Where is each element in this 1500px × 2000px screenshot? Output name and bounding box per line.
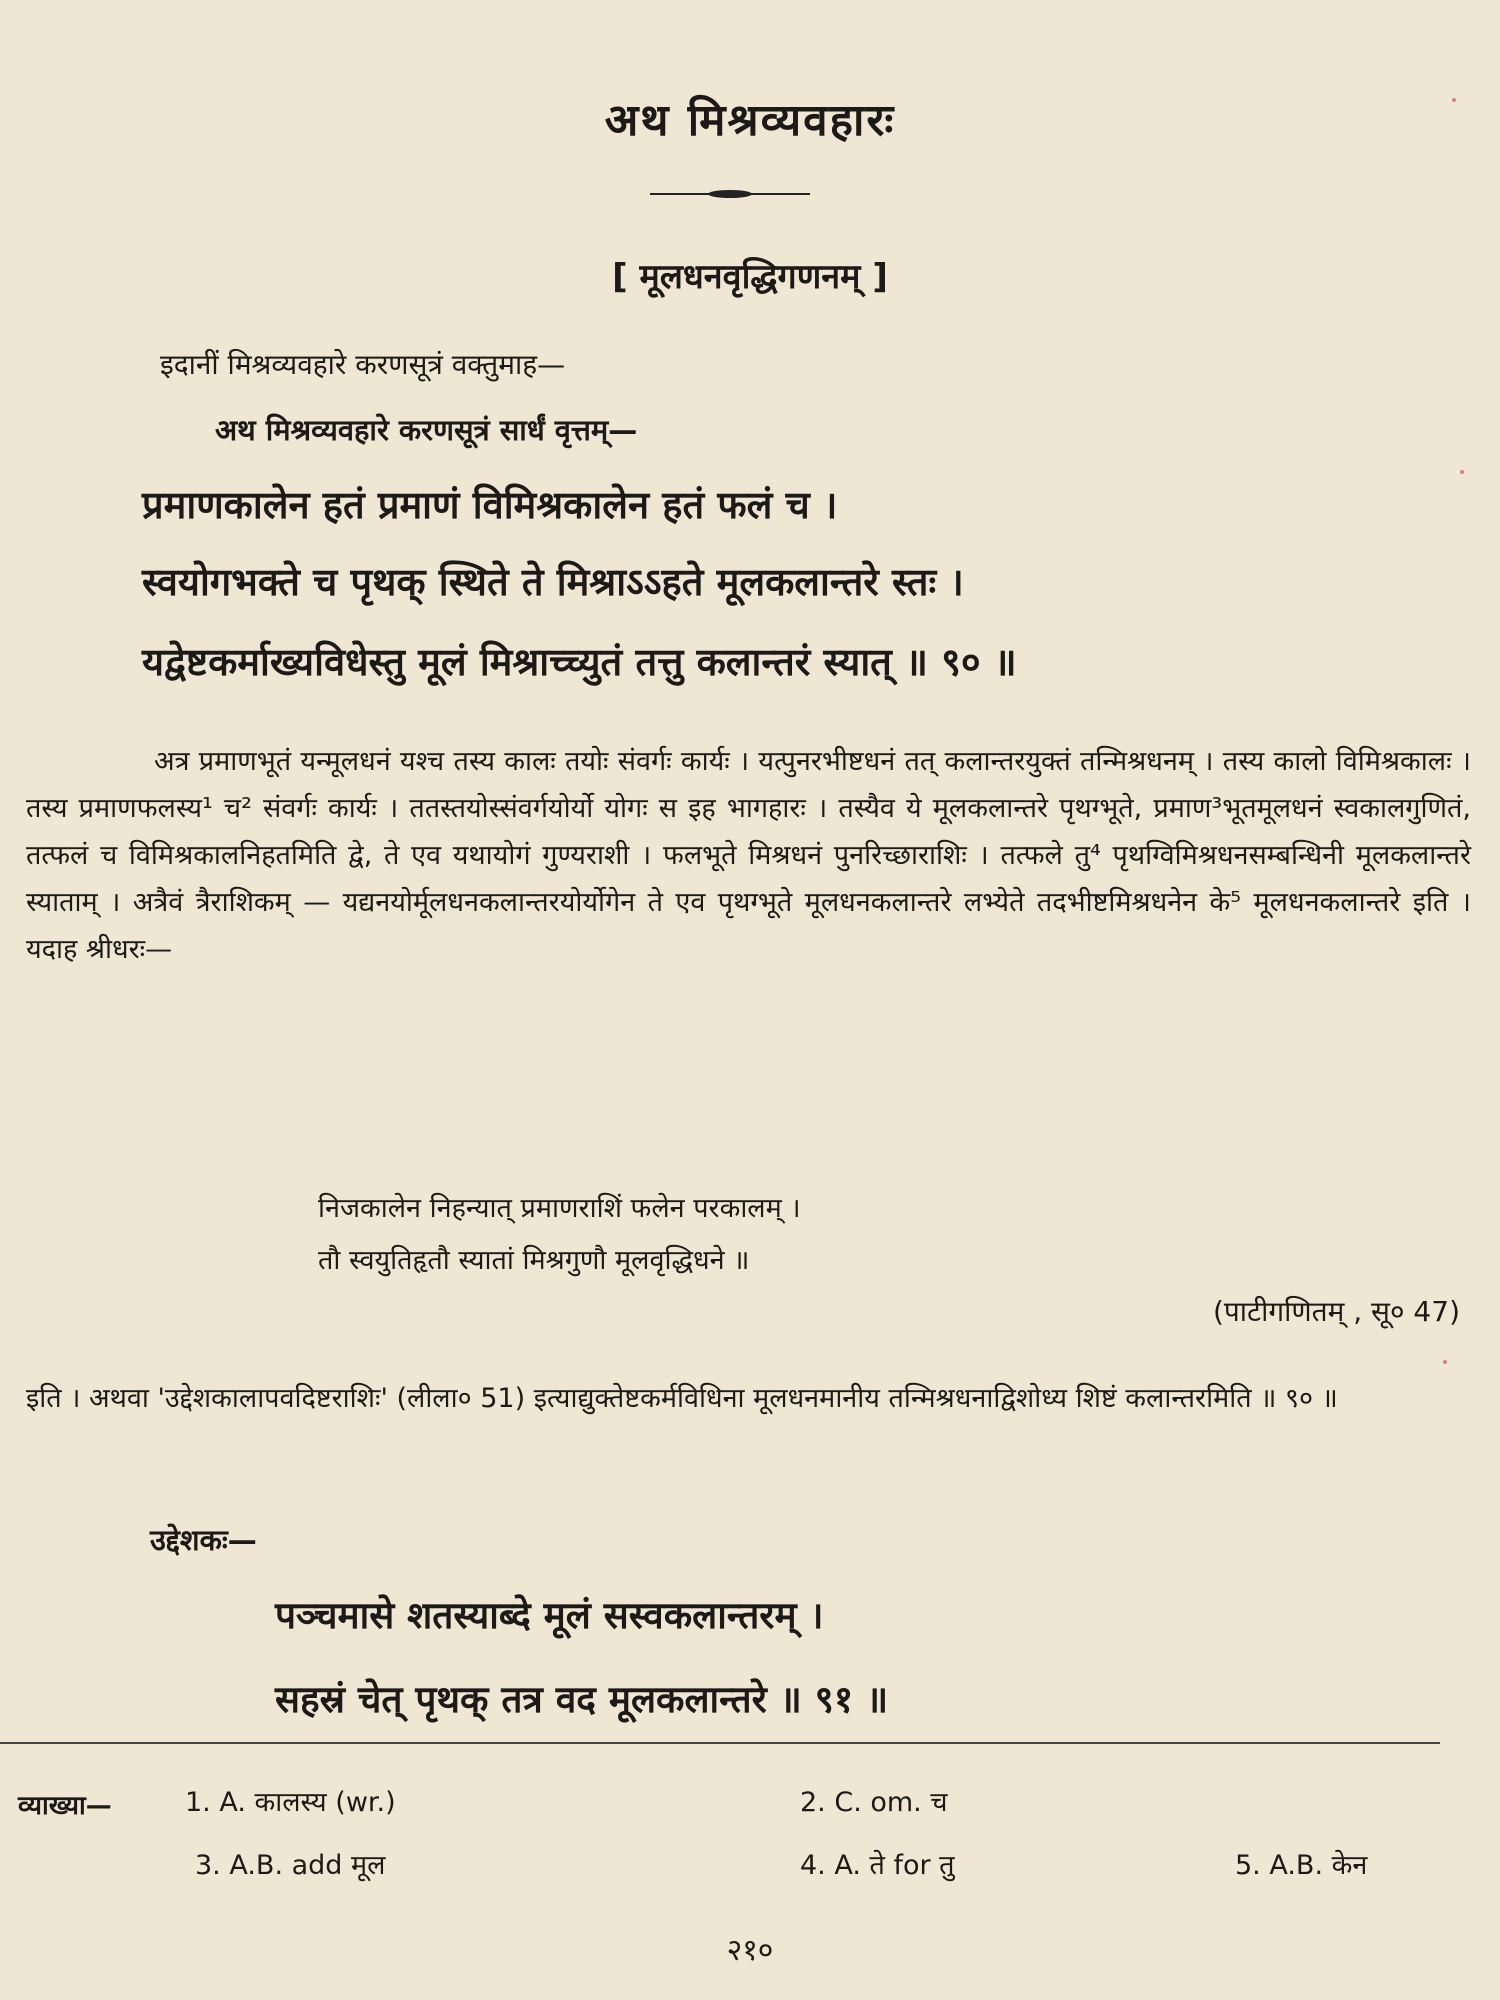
conclusion-paragraph: इति । अथवा 'उद्देशकालापवदिष्टराशिः' (लीला० 51) इत्याद्युक्तेष्टकर्मविधिना मूलधनमानीय तन्मिश्रधनाद्विशोध्य शिष्टं कलान्तरमिति ॥ ९० ॥ [26, 1383, 1338, 1414]
footnote-divider [0, 1742, 1440, 1744]
commentary-paragraph: अत्र प्रमाणभूतं यन्मूलधनं यश्च तस्य कालः तयोः संवर्गः कार्यः । यत्पुनरभीष्टधनं तत् कलान्तरयुक्तं तन्मिश्रधनम् । तस्य कालो विमिश्रकालः । तस्य प्रमाणफलस्य¹ च² संवर्गः कार्यः । ततस्तयोस्संवर्गयोर्यो योगः स इह भागहारः । तस्यैव ये मूलकलान्तरे पृथग्भूते, प्रमाण³भूतमूलधनं स्वकालगुणितं, तत्फलं च विमिश्रकालनिहतमिति द्वे, ते एव यथायोगं गुण्यराशी । फलभूते मिश्रधनं पुनरिच्छाराशिः । तत्फले तु⁴ पृथग्विमिश्रधनसम्बन्धिनी मूलकलान्तरे स्याताम् । अत्रैवं त्रैराशिकम् — यद्यनयोर्मूलधनकलान्तरयोर्योगेन ते एव पृथग्भूते मूलधनकलान्तरे लभ्येते तदभीष्टमिश्रधनेन के⁵ मूलधनकलान्तरे इति । यदाह श्रीधरः— [26, 746, 1471, 965]
chapter-title: अथ मिश्रव्यवहारः [604, 95, 896, 146]
verse-line-2: स्वयोगभक्ते च पृथक् स्थिते ते मिश्राऽऽहते मूलकलान्तरे स्तः । [142, 560, 964, 604]
title-ornament [650, 188, 810, 200]
verse-intro: अथ मिश्रव्यवहारे करणसूत्रं सार्धं वृत्तम्— [215, 413, 638, 447]
quote-line-2: तौ स्वयुतिहृतौ स्यातां मिश्रगुणौ मूलवृद्धिधने ॥ [318, 1245, 750, 1276]
verse-line-1: प्रमाणकालेन हतं प्रमाणं विमिश्रकालेन हतं फलं च । [142, 483, 838, 527]
footnote-1: 1. A. कालस्य (wr.) [185, 1787, 396, 1818]
verse-line-3: यद्वेष्टकर्माख्यविधेस्तु मूलं मिश्राच्च्युतं तत्तु कलान्तरं स्यात् ॥ ९० ॥ [142, 640, 1017, 684]
example-verse-line-2: सहस्रं चेत् पृथक् तत्र वद मूलकलान्तरे ॥ ९१ ॥ [275, 1678, 889, 1721]
paper-speck [1443, 1360, 1447, 1364]
paper-speck [1460, 470, 1464, 474]
footnote-3: 3. A.B. add मूल [195, 1850, 386, 1881]
example-verse-line-1: पञ्चमासे शतस्याब्दे मूलं सस्वकलान्तरम् । [275, 1594, 824, 1637]
section-subtitle: [ मूलधनवृद्धिगणनम् ] [612, 257, 888, 297]
footnote-4: 4. A. ते for तु [800, 1850, 955, 1881]
footnote-2: 2. C. om. च [800, 1787, 948, 1818]
page-number: २१० [726, 1933, 774, 1968]
uddeshaka-label: उद्देशकः— [150, 1523, 257, 1557]
paper-speck [1452, 98, 1456, 102]
footnote-label: व्याख्या— [18, 1791, 112, 1821]
intro-line: इदानीं मिश्रव्यवहारे करणसूत्रं वक्तुमाह— [160, 348, 566, 381]
quote-citation: (पाटीगणितम् , सू० 47) [1212, 1295, 1460, 1328]
footnote-5: 5. A.B. केन [1235, 1850, 1368, 1881]
quote-line-1: निजकालेन निहन्यात् प्रमाणराशिं फलेन परकालम् । [318, 1193, 801, 1224]
